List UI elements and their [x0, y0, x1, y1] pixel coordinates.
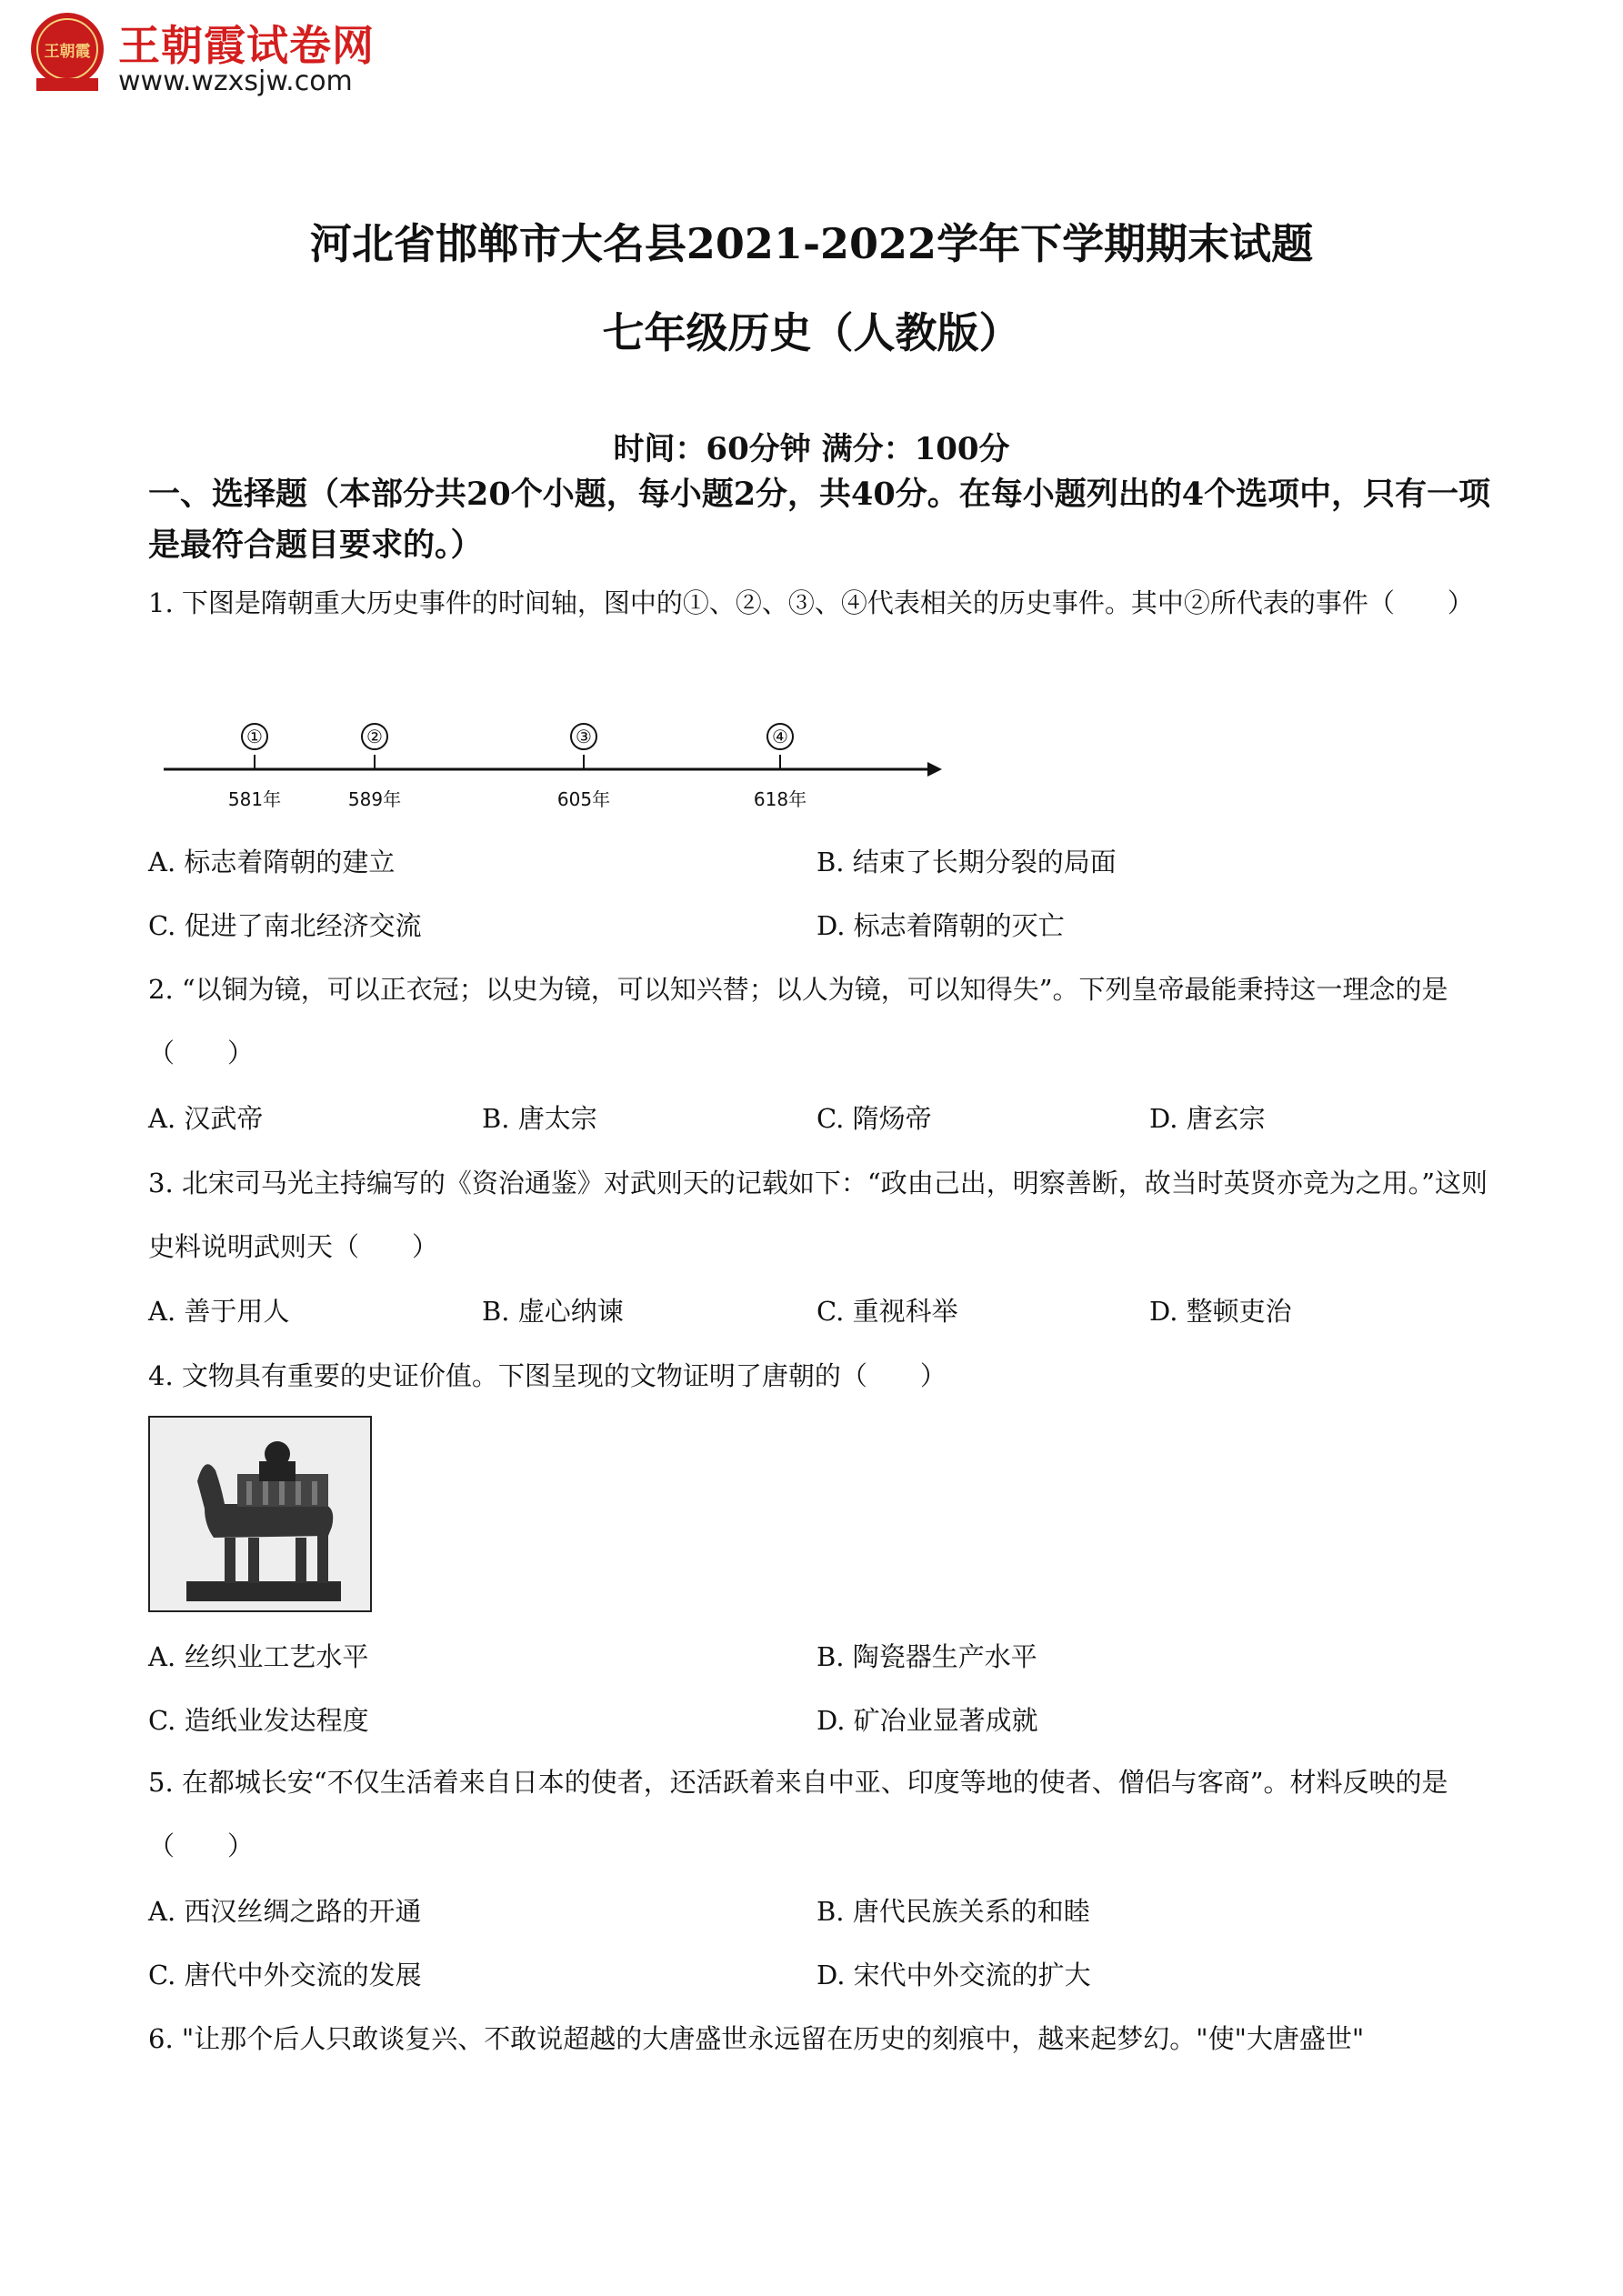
q5-option-d[interactable]: D. 宋代中外交流的扩大 [817, 1960, 1091, 1990]
q1-option-b[interactable]: B. 结束了长期分裂的局面 [817, 847, 1117, 877]
timeline-marker-2 [348, 724, 401, 810]
seal-text: 王朝霞 [44, 43, 91, 61]
year-label: 605年 [556, 788, 611, 810]
year-label: 618年 [753, 788, 807, 810]
q3-option-c[interactable]: C. 重视科举 [817, 1296, 958, 1327]
q4-option-c[interactable]: C. 造纸业发达程度 [148, 1705, 369, 1736]
camel-figurine-image [148, 1416, 372, 1612]
question-4-stem: 4. 文物具有重要的史证价值。下图呈现的文物证明了唐朝的（ ） [148, 1360, 947, 1391]
year-label: 589年 [347, 788, 402, 810]
q4-option-a[interactable]: A. 丝织业工艺水平 [148, 1641, 369, 1672]
q3-option-a[interactable]: A. 善于用人 [148, 1296, 290, 1327]
q1-option-a[interactable]: A. 标志着隋朝的建立 [148, 847, 396, 877]
timeline-figure [164, 715, 946, 815]
brand-url[interactable]: www.wzxsjw.com [118, 65, 353, 97]
timeline-marker-3 [557, 724, 610, 810]
camel-icon [150, 1418, 370, 1610]
q4-option-d[interactable]: D. 矿冶业显著成就 [817, 1705, 1038, 1736]
q2-option-c[interactable]: C. 隋炀帝 [817, 1103, 932, 1134]
exam-info: 时间：60分钟 满分：100分 [613, 431, 1010, 467]
q2-option-b[interactable]: B. 唐太宗 [482, 1103, 597, 1134]
year-label: 581年 [227, 788, 282, 810]
q2-option-a[interactable]: A. 汉武帝 [148, 1103, 264, 1134]
timeline-marker-4 [754, 724, 806, 810]
timeline-arrow-icon [927, 762, 942, 777]
timeline-marker-1 [228, 724, 281, 810]
question-6-stem: 6. "让那个后人只敢谈复兴、不敢说超越的大唐盛世永远留在历史的刻痕中，越来起梦幻。"使"大唐盛世" [148, 2023, 1365, 2054]
q5-option-a[interactable]: A. 西汉丝绸之路的开通 [148, 1896, 422, 1927]
question-1-stem: 1. 下图是隋朝重大历史事件的时间轴，图中的①、②、③、④代表相关的历史事件。其中②所代表的事件（ ） [148, 587, 1474, 618]
question-3-stem: 3. 北宋司马光主持编写的《资治通鉴》对武则天的记载如下：“政由己出，明察善断，故当时英贤亦竞为之用。”这则史料说明武则天（ ） [148, 1168, 1488, 1262]
seal-icon [27, 11, 107, 95]
exam-title: 河北省邯郸市大名县2021-2022学年下学期期末试题 [309, 219, 1314, 268]
q4-option-b[interactable]: B. 陶瓷器生产水平 [817, 1641, 1037, 1672]
brand-name: 王朝霞试卷网 [118, 21, 375, 70]
q1-option-d[interactable]: D. 标志着隋朝的灭亡 [817, 910, 1065, 941]
q2-option-d[interactable]: D. 唐玄宗 [1149, 1103, 1266, 1134]
section-heading: 一、选择题（本部分共20个小题，每小题2分，共40分。在每小题列出的4个选项中，只有一项是最符合题目要求的。） [148, 476, 1491, 564]
question-5-stem: 5. 在都城长安“不仅生活着来自日本的使者，还活跃着来自中亚、印度等地的使者、僧侣与客商”。材料反映的是（ ） [148, 1767, 1448, 1861]
q3-option-d[interactable]: D. 整顿吏治 [1149, 1296, 1292, 1327]
question-2-stem: 2. “以铜为镜，可以正衣冠；以史为镜，可以知兴替；以人为镜，可以知得失”。下列皇帝最能秉持这一理念的是（ ） [148, 974, 1448, 1068]
marker-label: ③ [576, 726, 592, 747]
q5-option-b[interactable]: B. 唐代民族关系的和睦 [817, 1896, 1090, 1927]
site-logo [27, 11, 409, 102]
q5-option-c[interactable]: C. 唐代中外交流的发展 [148, 1960, 422, 1990]
marker-label: ② [366, 726, 383, 747]
q1-option-c[interactable]: C. 促进了南北经济交流 [148, 910, 422, 941]
q3-option-b[interactable]: B. 虚心纳谏 [482, 1296, 624, 1327]
marker-label: ① [246, 726, 263, 747]
marker-label: ④ [772, 726, 788, 747]
exam-subtitle: 七年级历史（人教版） [602, 308, 1021, 357]
